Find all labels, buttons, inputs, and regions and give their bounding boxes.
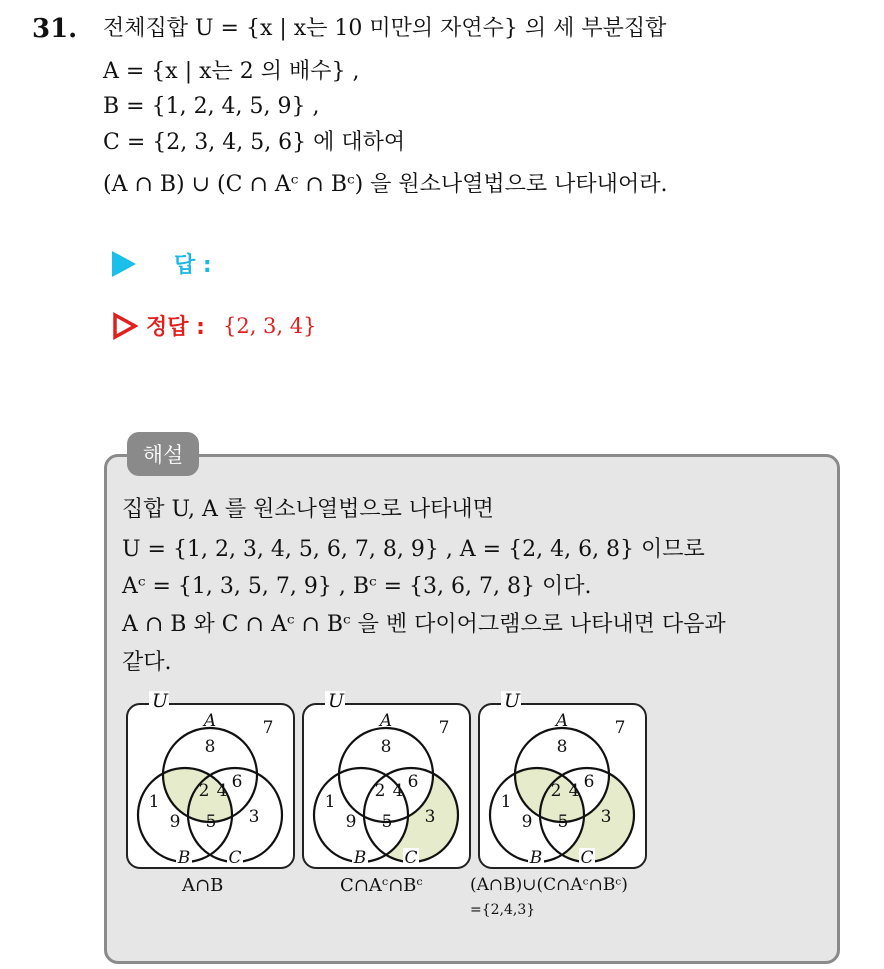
venn-number: 6 <box>407 772 419 792</box>
set-label-c: C <box>580 848 594 868</box>
set-label-b: B <box>353 848 367 868</box>
venn-number: 8 <box>380 737 392 757</box>
question-line-4: C = {2, 3, 4, 5, 6} 에 대하여 <box>103 130 406 155</box>
universe-label: U <box>504 690 521 712</box>
set-label-b: B <box>177 848 191 868</box>
solution-line-2: U = {1, 2, 3, 4, 5, 6, 7, 8, 9} , A = {2, 4, 6, 8} 이므로 <box>122 537 705 562</box>
correct-answer-row <box>112 310 316 341</box>
set-label-c: C <box>404 848 418 868</box>
universe-label: U <box>328 690 345 712</box>
correct-answer-value: {2, 3, 4} <box>222 313 317 338</box>
venn-number: 4 <box>216 781 228 801</box>
outline-triangle-icon <box>112 312 138 340</box>
venn-diagram-a-and-b <box>122 683 299 883</box>
solution-line-5: 같다. <box>122 650 172 675</box>
venn-number: 1 <box>148 792 160 812</box>
venn-number: 3 <box>600 807 612 827</box>
answer-label: 답 : <box>174 253 212 278</box>
solution-line-4: A ∩ B 와 C ∩ Aᶜ ∩ Bᶜ 을 벤 다이어그램으로 나타내면 다음과 <box>122 612 726 637</box>
venn-number: 7 <box>262 718 274 738</box>
venn-number: 4 <box>392 781 404 801</box>
venn-number: 6 <box>583 772 595 792</box>
venn-number: 4 <box>568 781 580 801</box>
question-line-2: A = {x | x는 2 의 배수} , <box>103 59 360 84</box>
venn-number: 5 <box>381 812 393 832</box>
venn-number: 3 <box>424 807 436 827</box>
venn-caption-2: C∩Aᶜ∩Bᶜ <box>340 875 423 896</box>
venn-number: 5 <box>557 812 569 832</box>
question-number: 31. <box>32 14 78 44</box>
solution-line-1: 집합 U, A 를 원소나열법으로 나타내면 <box>122 497 494 522</box>
venn-diagram-union <box>474 683 651 883</box>
venn-number: 8 <box>556 737 568 757</box>
venn-number: 7 <box>614 718 626 738</box>
venn-number: 9 <box>345 812 357 832</box>
answer-row <box>112 248 212 279</box>
correct-answer-label: 정답 : <box>146 315 205 340</box>
set-label-c: C <box>228 848 242 868</box>
venn-caption-3: (A∩B)∪(C∩Aᶜ∩Bᶜ) <box>470 875 628 895</box>
venn-number: 8 <box>204 737 216 757</box>
venn-number: 1 <box>324 792 336 812</box>
set-label-b: B <box>529 848 543 868</box>
venn-number: 9 <box>521 812 533 832</box>
solution-tag: 해설 <box>127 432 199 476</box>
venn-caption-1: A∩B <box>182 875 224 896</box>
play-triangle-icon <box>112 251 136 277</box>
question-line-1: 전체집합 U = {x | x는 10 미만의 자연수} 의 세 부분집합 <box>103 16 667 41</box>
venn-number: 3 <box>248 807 260 827</box>
venn-number: 2 <box>198 781 210 801</box>
venn-caption-3b: ={2,4,3} <box>470 902 536 918</box>
venn-number: 7 <box>438 718 450 738</box>
venn-number: 1 <box>500 792 512 812</box>
universe-label: U <box>152 690 169 712</box>
solution-line-3: Aᶜ = {1, 3, 5, 7, 9} , Bᶜ = {3, 6, 7, 8} 이다. <box>122 574 592 599</box>
set-label-a: A <box>203 711 217 731</box>
venn-diagram-c-minus-a-b <box>298 683 475 883</box>
set-label-a: A <box>379 711 393 731</box>
venn-number: 5 <box>205 812 217 832</box>
venn-number: 6 <box>231 772 243 792</box>
question-line-3: B = {1, 2, 4, 5, 9} , <box>103 94 320 119</box>
venn-number: 2 <box>374 781 386 801</box>
venn-number: 2 <box>550 781 562 801</box>
venn-number: 9 <box>169 812 181 832</box>
set-label-a: A <box>555 711 569 731</box>
question-line-5: (A ∩ B) ∪ (C ∩ Aᶜ ∩ Bᶜ) 을 원소나열법으로 나타내어라. <box>103 172 668 197</box>
